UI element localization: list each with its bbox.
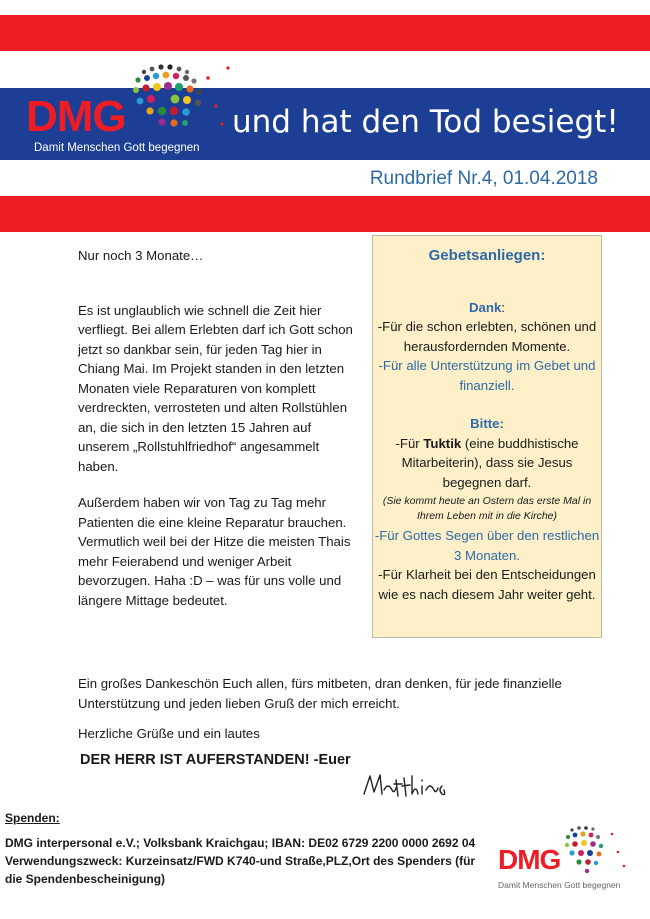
dmg-logo — [20, 58, 240, 160]
logo-dots-icon — [560, 822, 636, 878]
bank-line: DMG interpersonal e.V.; Volksbank Kraichgau; IBAN: DE02 6729 2200 0000 2692 04 — [5, 836, 476, 850]
signature-image — [360, 770, 450, 804]
dank-heading — [373, 298, 601, 318]
paragraph: Es ist unglaublich wie schnell die Zeit hier verfliegt. Bei allem Erlebten darf ich Gott schon jetzt so dankbar sein, für jeden Tag hier in Chiang Mai. Im Projekt standen in den letzten Monaten viele Reparaturen von komplett verdreckten, verrosteten und alten Rollstühlen an, die sich in den letzten 15 Jahren auf unserem „Rollstuhlfriedhof“ angesammelt haben. — [78, 302, 353, 474]
closing-text — [78, 674, 618, 754]
name-tuktik: Tuktik — [423, 435, 462, 451]
dank-item: -Für alle Unterstützung im Gebet und finanziell. — [378, 358, 596, 393]
bitte-item: -Für Klarheit bei den Entscheidungen wie es nach diesem Jahr weiter geht. — [378, 567, 596, 602]
top-red-band — [0, 15, 650, 51]
prayer-title: Gebetsanliegen: — [428, 247, 546, 264]
easter-proclamation: DER HERR IST AUFERSTANDEN! -Euer — [80, 752, 351, 768]
footer-logo-wordmark: DMG — [498, 844, 561, 875]
donation-title: Spenden: — [5, 811, 60, 825]
paragraph: Außerdem haben wir von Tag zu Tag mehr Patienten die eine kleine Reparatur brauchen. Vermutlich weil bei der Hitze die meisten Thais mehr Feierabend und weniger Arbeit bevorzugen. Haha :D – was für uns volle und längere Mittage bedeutet. — [78, 495, 351, 608]
purpose-line: Verwendungszweck: Kurzeinsatz/FWD K740-und Straße,PLZ,Ort des Spenders (für die Spendenbescheinigung) — [5, 854, 476, 886]
logo-tagline: Damit Menschen Gott begegnen — [34, 142, 200, 154]
greeting-line: Herzliche Grüße und ein lautes — [78, 726, 260, 741]
dank-heading-colon: : — [501, 299, 505, 315]
bottom-red-band — [0, 196, 650, 232]
logo-dots-icon — [128, 58, 238, 138]
bitte-heading: Bitte: — [470, 416, 504, 431]
bitte-note: (Sie kommt heute an Ostern das erste Mal in Ihrem Leben mit in die Kirche) — [382, 495, 592, 522]
prayer-requests-box — [372, 235, 602, 638]
thanks-paragraph: Ein großes Dankeschön Euch allen, fürs mitbeten, dran denken, für jede finanzielle Unterstützung und jeden lieben Gruß der mich erreicht. — [78, 676, 562, 711]
intro-line: Nur noch 3 Monate… — [78, 248, 204, 263]
footer-logo-tagline: Damit Menschen Gott begegnen — [498, 880, 621, 890]
main-text-column — [78, 246, 360, 627]
dank-item: -Für die schon erlebten, schönen und herausfordernden Momente. — [377, 319, 597, 354]
dank-heading-label: Dank — [469, 299, 502, 315]
footer-dmg-logo — [498, 822, 638, 900]
bitte-item: -Für Tuktik (eine buddhistische Mitarbeiterin), dass sie Jesus begegnen darf. — [395, 435, 579, 490]
page-headline: und hat den Tod besiegt! — [232, 104, 619, 140]
newsletter-issue: Rundbrief Nr.4, 01.04.2018 — [369, 168, 598, 189]
logo-wordmark: DMG — [26, 92, 126, 141]
donation-details — [5, 834, 485, 888]
bitte-item: -Für Gottes Segen über den restlichen 3 Monaten. — [374, 528, 600, 563]
